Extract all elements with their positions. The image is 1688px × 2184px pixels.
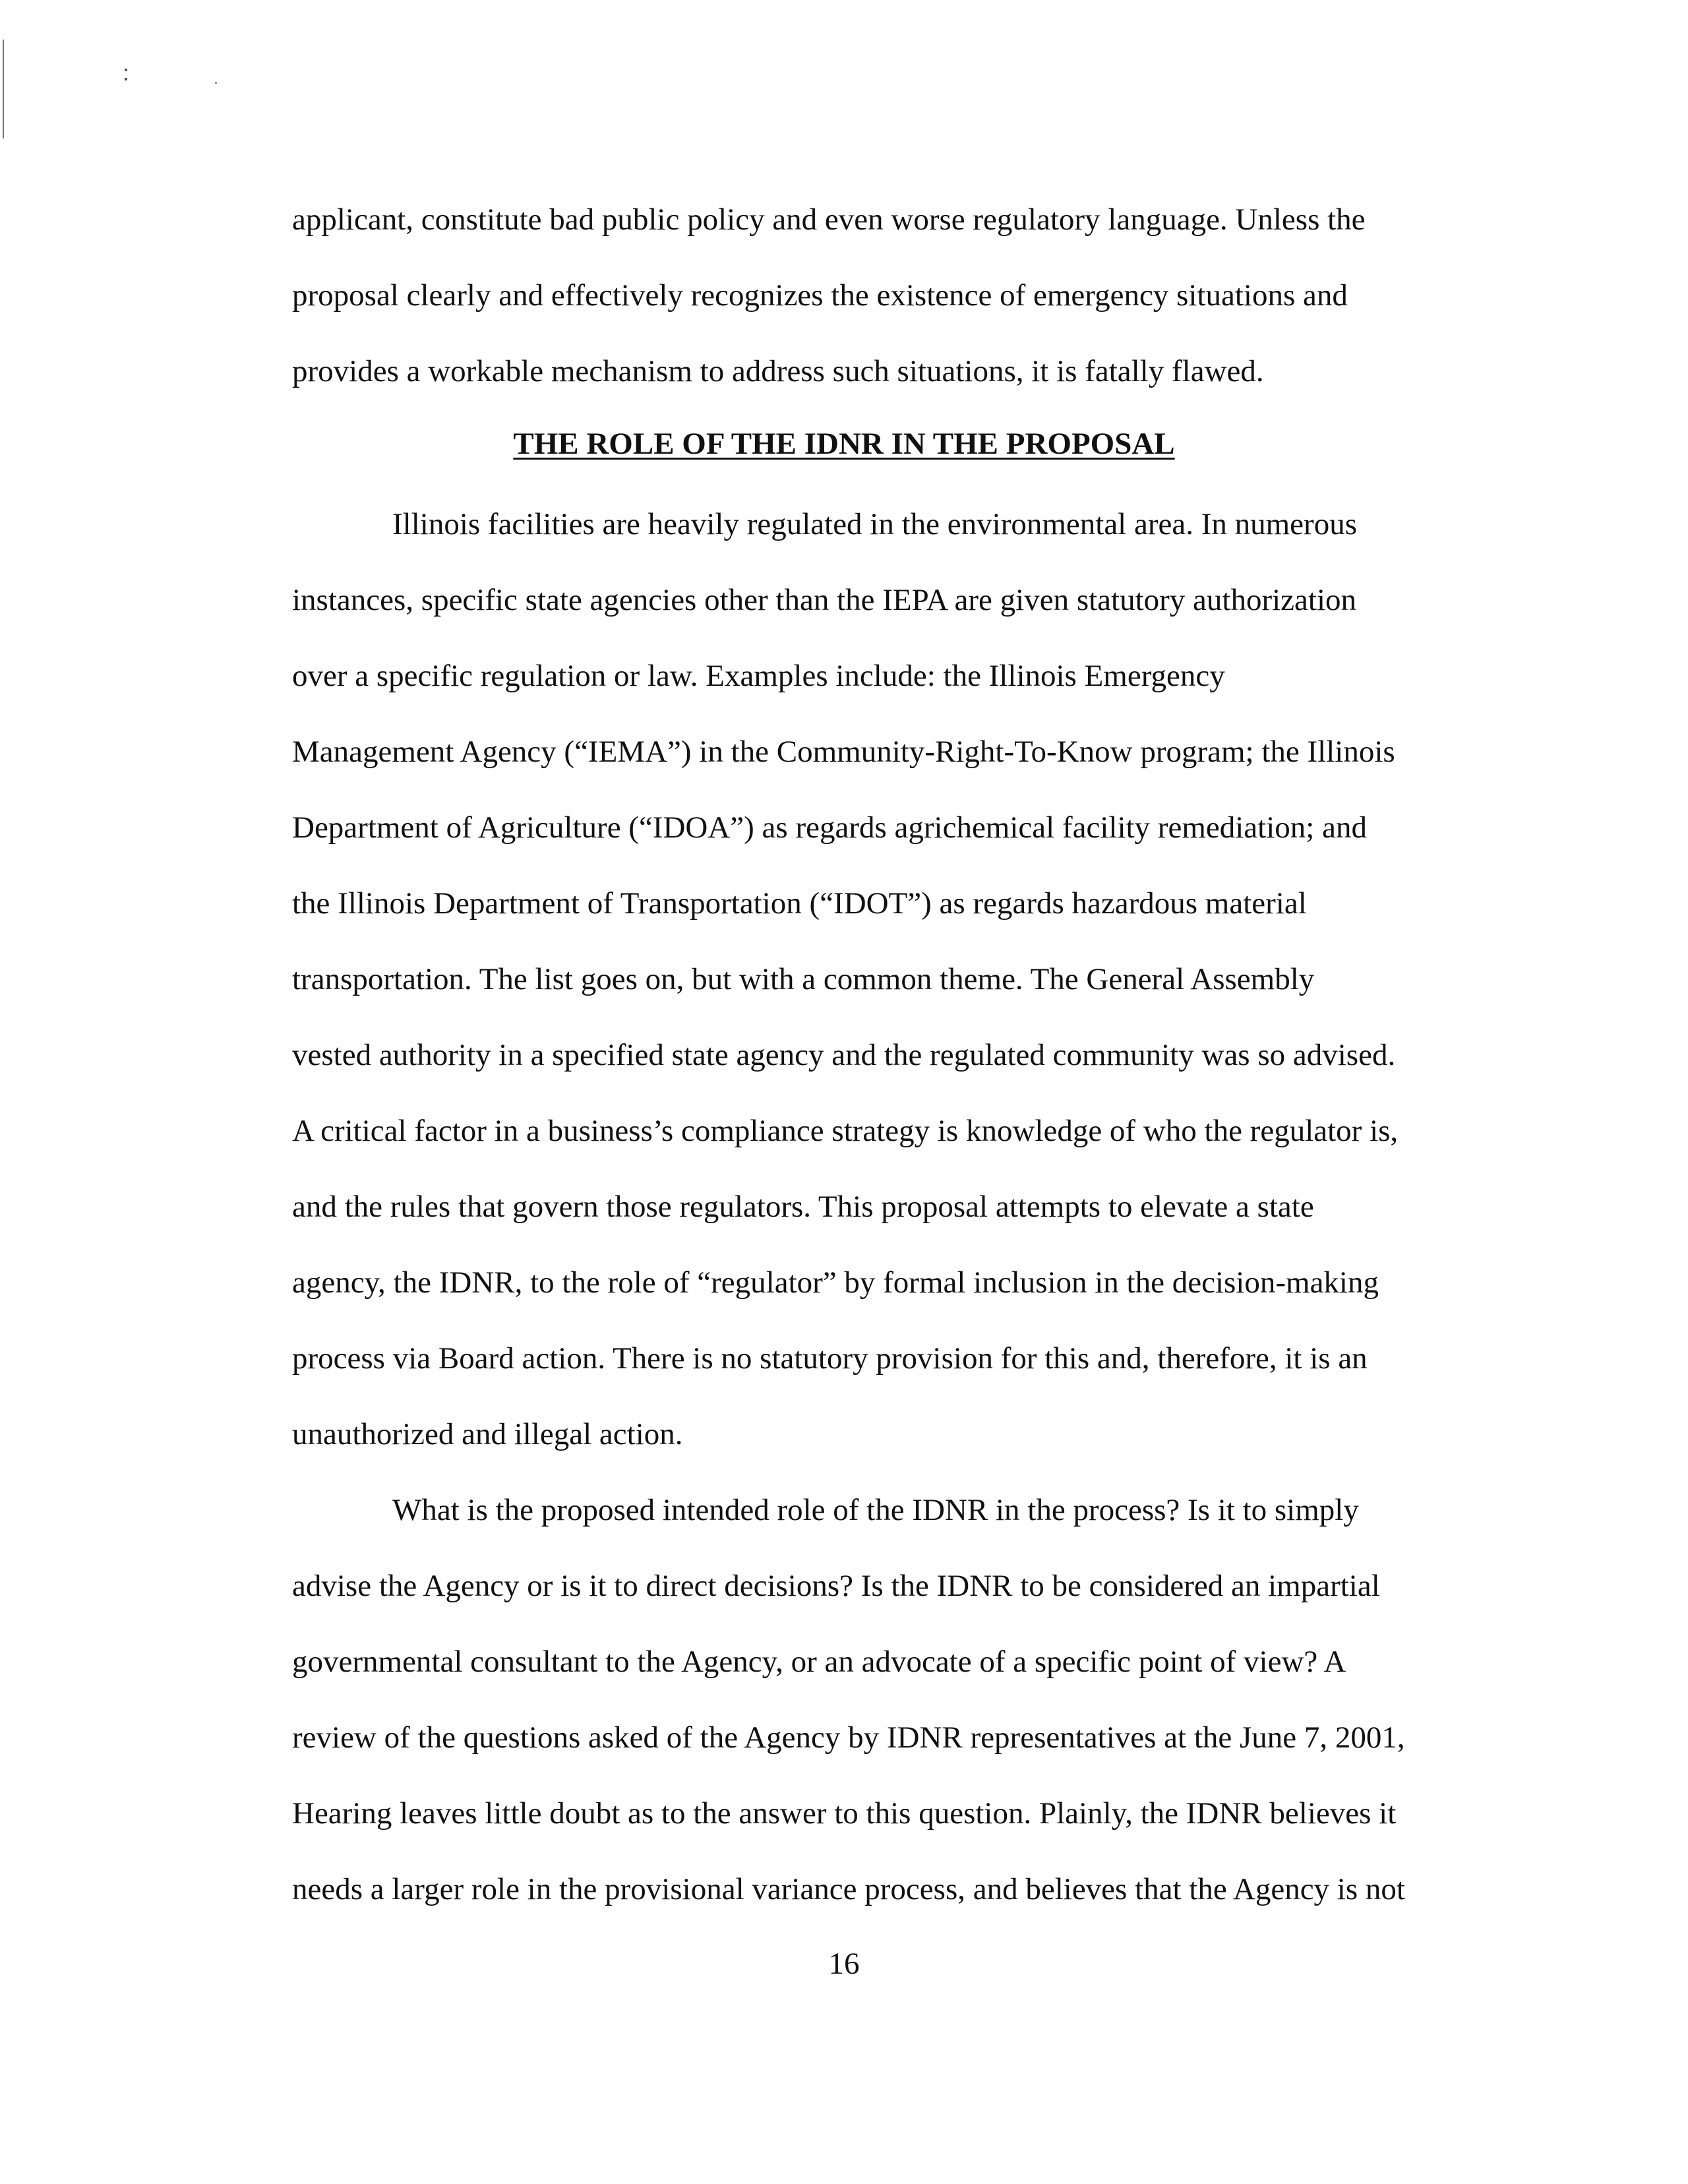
paragraph-2-line: process via Board action. There is no statutory provision for this and, therefore, it is an — [292, 1341, 1368, 1376]
scan-dot-mark — [125, 69, 127, 71]
page-number: 16 — [828, 1947, 860, 1981]
paragraph-1-line: applicant, constitute bad public policy and even worse regulatory language. Unless the — [292, 202, 1366, 237]
paragraph-2-line: Management Agency (“IEMA”) in the Community-Right-To-Know program; the Illinois — [292, 735, 1395, 769]
paragraph-3-line: What is the proposed intended role of the IDNR in the process? Is it to simply — [392, 1493, 1359, 1527]
scan-dot-mark — [215, 82, 217, 84]
paragraph-1-line: proposal clearly and effectively recognizes the existence of emergency situations and — [292, 278, 1348, 313]
paragraph-2-line: vested authority in a specified state agency and the regulated community was so advised. — [292, 1038, 1396, 1072]
paragraph-2-line: instances, specific state agencies other than the IEPA are given statutory authorization — [292, 583, 1357, 617]
paragraph-2-line: the Illinois Department of Transportation (“IDOT”) as regards hazardous material — [292, 886, 1307, 921]
scan-dot-mark — [125, 78, 127, 80]
paragraph-1-line: provides a workable mechanism to address such situations, it is fatally flawed. — [292, 354, 1264, 388]
paragraph-2-line: agency, the IDNR, to the role of “regulator” by formal inclusion in the decision-making — [292, 1265, 1379, 1300]
paragraph-3-line: governmental consultant to the Agency, or an advocate of a specific point of view? A — [292, 1645, 1346, 1679]
paragraph-3-line: advise the Agency or is it to direct decisions? Is the IDNR to be considered an impartial — [292, 1569, 1380, 1603]
paragraph-3-line: needs a larger role in the provisional variance process, and believes that the Agency is not — [292, 1872, 1405, 1906]
paragraph-2-line: unauthorized and illegal action. — [292, 1417, 683, 1451]
paragraph-2-line: A critical factor in a business’s compliance strategy is knowledge of who the regulator is, — [292, 1114, 1399, 1148]
paragraph-3-line: review of the questions asked of the Agency by IDNR representatives at the June 7, 2001, — [292, 1720, 1405, 1755]
paragraph-2-line: Department of Agriculture (“IDOA”) as regards agrichemical facility remediation; and — [292, 810, 1367, 845]
paragraph-2-line: transportation. The list goes on, but with a common theme. The General Assembly — [292, 962, 1315, 996]
paragraph-2-line: over a specific regulation or law. Examples include: the Illinois Emergency — [292, 659, 1225, 693]
scan-edge-mark — [3, 40, 4, 138]
paragraph-2-line: Illinois facilities are heavily regulated in the environmental area. In numerous — [392, 507, 1357, 541]
paragraph-2-line: and the rules that govern those regulators. This proposal attempts to elevate a state — [292, 1190, 1314, 1224]
section-heading — [0, 424, 1688, 464]
section-heading-text: THE ROLE OF THE IDNR IN THE PROPOSAL — [513, 427, 1175, 461]
paragraph-3-line: Hearing leaves little doubt as to the answer to this question. Plainly, the IDNR believes it — [292, 1796, 1397, 1831]
